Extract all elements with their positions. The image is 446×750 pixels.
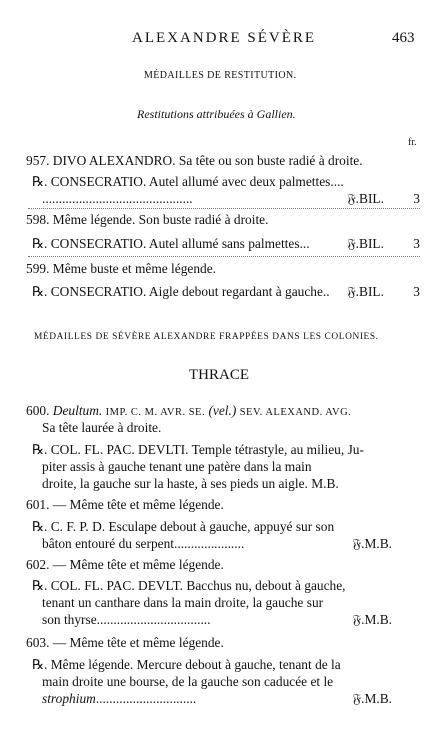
- metal-mark: 𝔉.M.B.: [352, 612, 392, 627]
- reverse-text: COL. FL. PAC. DEVLTI. Temple tétrastyle, au milieu, Ju-: [50, 442, 364, 457]
- region-title: THRACE: [189, 367, 249, 383]
- variant-mark: (vel.): [208, 403, 237, 418]
- entry-603-reverse: [32, 656, 420, 673]
- section-title: MÉDAILLES DE RESTITUTION.: [144, 70, 297, 81]
- obverse-legend: IMP. C. M. AVR. SE.: [105, 407, 206, 418]
- entry-599: [26, 260, 420, 277]
- entry-603-reverse-2: main droite une bourse, de la gauche son caducée et le: [42, 674, 334, 689]
- reverse-text: C. F. P. D. Esculape debout à gauche, appuyé sur son: [50, 519, 335, 534]
- mint-city: Deultum.: [52, 403, 103, 418]
- metal-mark: 𝔉.BIL.: [347, 191, 384, 206]
- entry-602-reverse-3: [42, 611, 420, 628]
- entry-600-reverse: [32, 441, 420, 458]
- entry-text: Même légende. Son buste radié à droite.: [52, 212, 269, 227]
- reverse-mark: ℞.: [32, 284, 48, 299]
- entry-text: — Même tête et même légende.: [52, 635, 224, 650]
- section-subtitle: Restitutions attribuées à Gallien.: [137, 107, 296, 121]
- reverse-mark: ℞.: [32, 236, 48, 251]
- running-title: ALEXANDRE SÉVÈRE: [132, 30, 317, 46]
- reverse-mark: ℞.: [32, 519, 48, 534]
- divider: [28, 256, 420, 257]
- leader-dots: .............................................: [42, 191, 193, 206]
- entry-number: 957.: [26, 153, 50, 168]
- entry-600-line2: Sa tête laurée à droite.: [42, 420, 162, 435]
- entry-598: [26, 211, 420, 228]
- entry-text: — Même tête et même légende.: [52, 497, 224, 512]
- reverse-mark: ℞.: [32, 578, 48, 593]
- entry-text: DIVO ALEXANDRO. Sa tête ou son buste radié à droite.: [52, 153, 363, 168]
- entry-598-reverse: [32, 235, 420, 252]
- price: 3: [413, 236, 420, 251]
- reverse-mark: ℞.: [32, 442, 48, 457]
- entry-957-reverse-cont: [42, 190, 420, 207]
- metal-mark: 𝔉.M.B.: [352, 536, 392, 551]
- reverse-text: CONSECRATIO. Aigle debout regardant à gauche..: [50, 284, 330, 299]
- entry-957-reverse: [32, 173, 420, 190]
- entry-603: [26, 634, 420, 651]
- reverse-text: Même légende. Mercure debout à gauche, tenant de la: [50, 657, 341, 672]
- entry-number: 602.: [26, 557, 50, 572]
- entry-601-reverse-2: [42, 535, 420, 552]
- entry-number: 599.: [26, 261, 50, 276]
- column-unit-label: fr.: [408, 137, 417, 148]
- strophium-word: strophium: [42, 691, 96, 706]
- reverse-mark: ℞.: [32, 657, 48, 672]
- entry-600-reverse-3: droite, la gauche sur la haste, à ses pieds un aigle. M.B.: [42, 476, 339, 491]
- section-title-colonies: MÉDAILLES DE SÉVÈRE ALEXANDRE FRAPPÉES DANS LES COLONIES.: [34, 332, 379, 342]
- entry-number: 598.: [26, 212, 50, 227]
- reverse-text: bâton entouré du serpent.....................: [42, 536, 245, 551]
- entry-number: 603.: [26, 635, 50, 650]
- entry-601-reverse: [32, 518, 420, 535]
- entry-600-reverse-2: piter assis à gauche tenant une patère dans la main: [42, 459, 312, 474]
- entry-text: — Même tête et même légende.: [52, 557, 224, 572]
- reverse-text: CONSECRATIO. Autel allumé sans palmettes...: [50, 236, 310, 251]
- entry-603-reverse-3: [42, 690, 420, 707]
- entry-number: 600.: [26, 403, 50, 418]
- metal-mark: 𝔉.M.B.: [352, 691, 392, 706]
- price: 3: [413, 191, 420, 206]
- leader-dots: ..............................: [95, 691, 197, 706]
- entry-599-reverse: [32, 283, 420, 300]
- entry-number: 601.: [26, 497, 50, 512]
- entry-text: Même buste et même légende.: [52, 261, 217, 276]
- page-number: 463: [392, 30, 415, 46]
- reverse-mark: ℞.: [32, 174, 48, 189]
- reverse-text: CONSECRATIO. Autel allumé avec deux palmettes....: [50, 174, 344, 189]
- price: 3: [413, 284, 420, 299]
- entry-602: [26, 556, 420, 573]
- reverse-text: COL. FL. PAC. DEVLT. Bacchus nu, debout à gauche,: [50, 578, 346, 593]
- entry-957: [26, 152, 420, 169]
- entry-601: [26, 496, 420, 513]
- entry-602-reverse-2: tenant un canthare dans la main droite, la gauche sur: [42, 595, 324, 610]
- reverse-text: son thyrse..................................: [42, 612, 211, 627]
- metal-mark: 𝔉.BIL.: [347, 236, 384, 251]
- divider: [28, 208, 420, 209]
- metal-mark: 𝔉.BIL.: [347, 284, 384, 299]
- entry-602-reverse: [32, 577, 420, 594]
- obverse-legend-2: SEV. ALEXAND. AVG.: [239, 407, 352, 418]
